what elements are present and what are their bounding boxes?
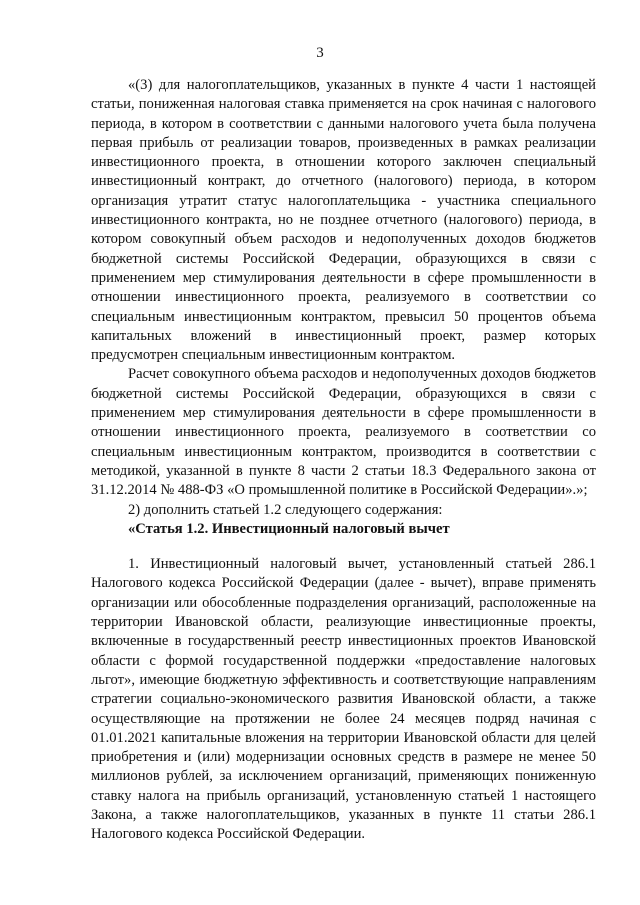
paragraph-calculation-method: Расчет совокупного объема расходов и недополученных доходов бюджетов бюджетной системы Российской Федерации, образующихся в связи с применением мер стимулирования деятельности в сфере промышленности в отношении инвестиционного проекта, реализуемого в соответствии со специальным инвестиционным контрактом, производится в соответствии с методикой, указанной в пункте 8 части 2 статьи 18.3 Федерального закона от 31.12.2014 № 488-ФЗ «О промышленной политике в Российской Федерации».»;	[91, 366, 596, 499]
page-number: 3	[316, 45, 324, 61]
section-spacer	[91, 539, 596, 555]
document-body	[91, 76, 596, 845]
paragraph-investment-deduction: 1. Инвестиционный налоговый вычет, установленный статьей 286.1 Налогового кодекса Российской Федерации (далее - вычет), вправе применять организации или обособленные подразделения организаций, расположенные на территории Ивановской области, реализующие инвестиционные проекты, включенные в государственный реестр инвестиционных проектов Ивановской области с формой государственной поддержки «предоставление налоговых льгот», имеющие бюджетную эффективность и соответствующие направлениям стратегии социально-экономического развития Ивановской области, а также осуществляющие на протяжении не более 24 месяцев подряд начиная с 01.01.2021 капитальные вложения на территории Ивановской области для целей приобретения и (или) модернизации основных средств в размере не менее 50 миллионов рублей, за исключением организаций, применяющих пониженную ставку налога на прибыль организаций, установленную статьей 1 настоящего Закона, а также налогоплательщиков, указанных в пункте 11 статьи 286.1 Налогового кодекса Российской Федерации.	[91, 556, 596, 843]
paragraph-amendment-intro: 2) дополнить статьей 1.2 следующего содержания:	[128, 501, 443, 518]
paragraph-tax-rate-term: «(3) для налогоплательщиков, указанных в пункте 4 части 1 настоящей статьи, пониженная налоговая ставка применяется на срок начиная с налогового периода, в котором в соответствии с данными налогового учета была получена первая прибыль от реализации товаров, произведенных в рамках реализации инвестиционного проекта, в отношении которого заключен специальный инвестиционный контракт, до отчетного (налогового) периода, в котором организация утратит статус налогоплательщика - участника специального инвестиционного контракта, но не позднее отчетного (налогового) периода, в котором совокупный объем расходов и недополученных доходов бюджетов бюджетной системы Российской Федерации, образующихся в связи с применением мер стимулирования деятельности в сфере промышленности в отношении инвестиционного проекта, реализуемого в соответствии со специальным инвестиционным контрактом, превысил 50 процентов объема капитальных вложений в инвестиционный проект, размер которых предусмотрен специальным инвестиционным контрактом.	[91, 77, 596, 364]
article-heading: «Статья 1.2. Инвестиционный налоговый вычет	[128, 520, 450, 537]
